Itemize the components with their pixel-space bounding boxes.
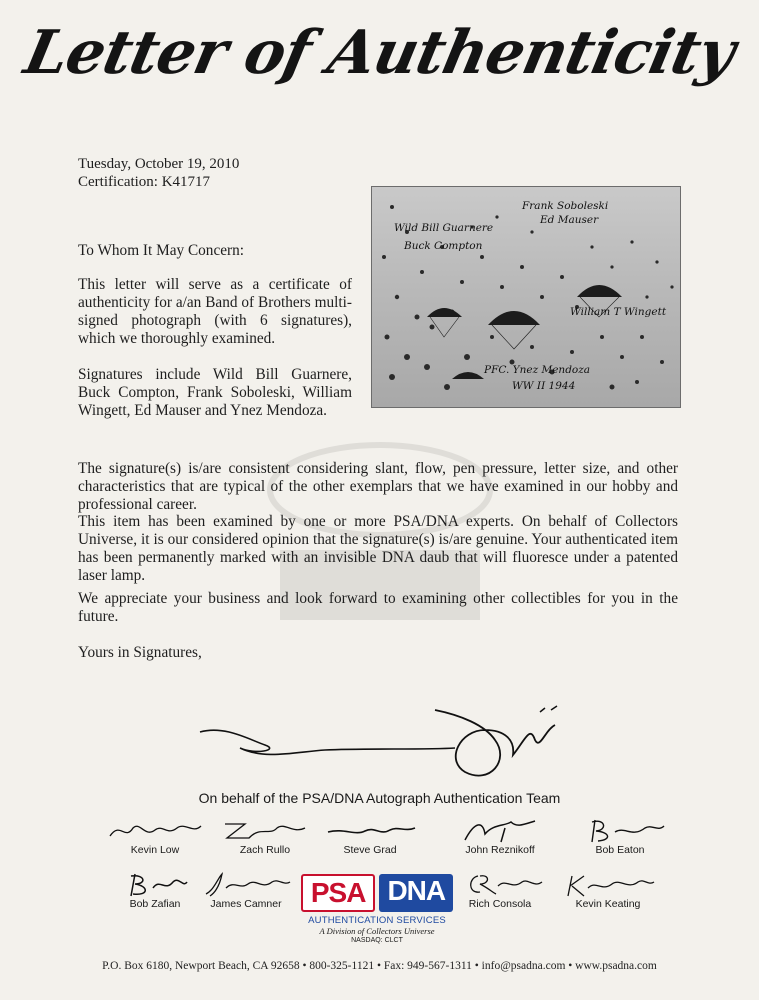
appreciation-paragraph: We appreciate your business and look forward to examining other collectibles for you in the future. <box>78 590 678 625</box>
authenticator-signature <box>105 816 205 844</box>
intro-paragraph: This letter will serve as a certificate of authenticity for a/an Band of Brothers multi-signed photograph (with 6 signatures), which we thoroughly examined. <box>78 276 352 347</box>
closing: Yours in Signatures, <box>78 644 202 661</box>
authenticator-signature <box>558 870 658 898</box>
salutation: To Whom It May Concern: <box>78 242 245 259</box>
authenticator-name: Steve Grad <box>343 844 397 856</box>
authenticator-name: John Reznikoff <box>465 844 535 856</box>
authenticator <box>310 816 430 857</box>
photo-inscription: Frank Soboleski <box>522 200 609 212</box>
opinion-paragraph: This item has been examined by one or more PSA/DNA experts. On behalf of Collectors Universe, it is our considered opinion that the signature(s) is/are genuine. Your authenticated item has been permanently marked with an invisible DNA daub that will fluoresce under a patented laser lamp. <box>78 513 678 584</box>
logo-psa: PSA <box>301 874 376 912</box>
team-heading: On behalf of the PSA/DNA Autograph Authentication Team <box>198 790 561 806</box>
authenticator-name: Bob Zafian <box>129 898 181 910</box>
logo-division: A Division of Collectors Universe <box>319 926 435 936</box>
authenticator-signature <box>196 870 296 898</box>
main-signature <box>195 700 575 790</box>
photo-inscription: William T Wingett <box>570 306 667 318</box>
authenticator <box>548 870 668 911</box>
authenticator-name: Kevin Keating <box>575 898 641 910</box>
page-title: Letter of Authenticity <box>18 18 741 88</box>
authenticator-signature <box>215 816 315 844</box>
authenticator <box>440 816 560 857</box>
signed-photograph <box>371 186 681 408</box>
authenticator-name: Bob Eaton <box>595 844 645 856</box>
photo-inscription: Ed Mauser <box>540 214 599 226</box>
logo-mark <box>298 874 456 912</box>
analysis-paragraph: The signature(s) is/are consistent considering slant, flow, pen pressure, letter size, and other characteristics that are typical of the other exemplars that we have examined in our hobby and professional career. <box>78 460 678 513</box>
authenticator-signature <box>320 816 420 844</box>
authenticator-signature <box>570 816 670 844</box>
logo-nasdaq: NASDAQ: CLCT <box>351 937 403 944</box>
photo-inscription: PFC. Ynez Mendoza <box>484 364 591 376</box>
authenticator <box>186 870 306 911</box>
authenticator-signature <box>450 870 550 898</box>
authenticator <box>560 816 680 857</box>
footer-contact: P.O. Box 6180, Newport Beach, CA 92658 • 800-325-1121 • Fax: 949-567-1311 • info@psadna.com • www.psadna.com <box>102 960 657 972</box>
logo-services: AUTHENTICATION SERVICES <box>308 915 446 926</box>
certification-number: Certification: K41717 <box>78 174 211 190</box>
photo-inscription: WW II 1944 <box>512 380 576 392</box>
authenticator-name: Zach Rullo <box>239 844 291 856</box>
photo-inscription: Buck Compton <box>404 240 483 252</box>
authenticator <box>95 816 215 857</box>
logo-dna: DNA <box>379 874 453 912</box>
letter-date: Tuesday, October 19, 2010 <box>78 156 240 172</box>
authenticator <box>205 816 325 857</box>
authenticator-name: Kevin Low <box>130 844 180 856</box>
parachute-scene <box>372 187 680 407</box>
authenticator-name: James Camner <box>210 898 282 910</box>
authenticator-name: Rich Consola <box>468 898 532 910</box>
authenticator <box>440 870 560 911</box>
photo-inscription: Wild Bill Guarnere <box>394 222 494 234</box>
signatures-paragraph: Signatures include Wild Bill Guarnere, Buck Compton, Frank Soboleski, William Wingett, Ed Mauser and Ynez Mendoza. <box>78 366 352 419</box>
authenticator-signature <box>445 816 555 844</box>
psa-dna-logo <box>298 874 456 945</box>
